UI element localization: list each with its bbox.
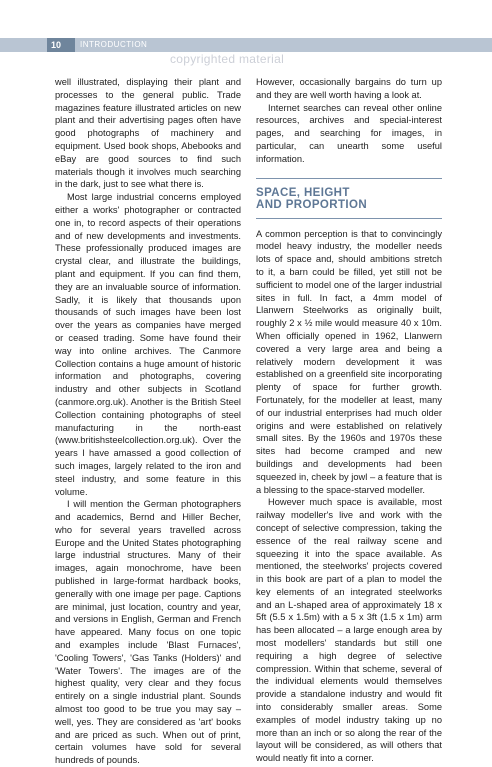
left-column bbox=[55, 76, 241, 767]
right-column bbox=[256, 76, 442, 765]
page-number: 10 bbox=[51, 40, 62, 50]
paragraph: A common perception is that to convincingly model heavy industry, the modeller needs lots of space and, should ambitions stretch to it, a barn could be filled, yet still not be sufficient to model one of the larger industrial sites in full. In fact, a 4mm model of Llanwern Steelworks as originally built, roughly 2 x ½ mile would measure 40 x 10m. When officially opened in 1962, Llanwern covered a very large area and being a relatively modern development it was established on a greenfield site incorporating plenty of space for further growth. Fortunately, for the modeller at least, many of our industrial enterprises had much older origins and were established on relatively small sites. By the 1960s and 1970s these sites had become cramped and new buildings and developments had been squeezed in, cheek by jowl – a feature that is a blessing to the space-starved modeller. bbox=[256, 228, 442, 495]
section-heading bbox=[256, 187, 442, 212]
paragraph: Internet searches can reveal other online resources, archives and special-interest pages, and searching for images, in particular, can unearth some useful information. bbox=[256, 102, 442, 164]
copyright-watermark: copyrighted material bbox=[170, 52, 285, 66]
paragraph: I will mention the German photographers and academics, Bernd and Hiller Becher, who for several years travelled across Europe and the United States photographing large industrial structures. Many of their images, again monochrome, have been published in large-format hardback books, generally with one image per page. Captions are minimal, just location, country and year, and versions in English, German and French have appeared. Many focus on one topic and examples include 'Blast Furnaces', 'Cooling Towers', 'Gas Tanks (Holders)' and 'Water Towers'. The images are of the highest quality, very clear and they focus entirely on a single industrial plant. Sounds almost too good to be true you may say – well, yes. They are considered as 'art' books and are priced as such. When out of print, certain volumes have sold for several hundreds of pounds. bbox=[55, 499, 241, 766]
paragraph: However, occasionally bargains do turn up and they are well worth having a look at. bbox=[256, 77, 442, 100]
section-heading-line-1: SPACE, HEIGHT bbox=[256, 186, 350, 199]
paragraph: However much space is available, most railway modeller's live and work with the concept of selective compression, taking the essence of the real railway scene and squeezing it into the space available. As mentioned, the steelworks' projects covered in this book are part of a plan to model the key elements of an integrated steelworks and an L-shaped area of approximately 18 x 5ft (5.5 x 1.5m) with a 5 x 3ft (1.5 x 1m) arm has been allocated – a large enough area by most modellers' standards but still one requiring a high degree of selective compression. Within that scheme, several of the individual elements would themselves provide a standalone industry and would fit into considerably smaller areas. Some examples of model industry taking up no more than an inch or so along the rear of the layout will be considered, as will others that would neatly fit into a corner. bbox=[256, 497, 442, 764]
section-rule-top bbox=[256, 178, 442, 179]
section-rule-bottom bbox=[256, 218, 442, 219]
section-heading-line-2: AND PROPORTION bbox=[256, 199, 368, 212]
paragraph: well illustrated, displaying their plant and processes to the general public. Trade magazines feature illustrated articles on new plant and their advertising pages often have good photographs of machinery and equipment. Used book shops, Abebooks and eBay are good sources to find such materials though it involves much searching in the dark, just to see what there is. bbox=[55, 77, 241, 190]
running-title: INTRODUCTION bbox=[80, 40, 148, 49]
paragraph: Most large industrial concerns employed either a works' photographer or contracted one in, to record aspects of their operations and of new developments and investments. These professionally produced images are crystal clear, and illustrate the buildings, plant and equipment. If you can find them, they are an invaluable source of information. Sadly, it is likely that thousands upon thousands of such images have been lost over the years as companies have merged or ceased trading. Some have found their way into online archives. The Canmore Collection contains a huge amount of historic information and photographs, covering industry and other subjects in Scotland (canmore.org.uk). Another is the British Steel Collection containing photographs of steel manufacturing in the north-east (www.britishsteelcollection.org.uk). Over the years I have amassed a good collection of such images, largely related to the iron and steel industry, and some feature in this volume. bbox=[55, 192, 241, 497]
